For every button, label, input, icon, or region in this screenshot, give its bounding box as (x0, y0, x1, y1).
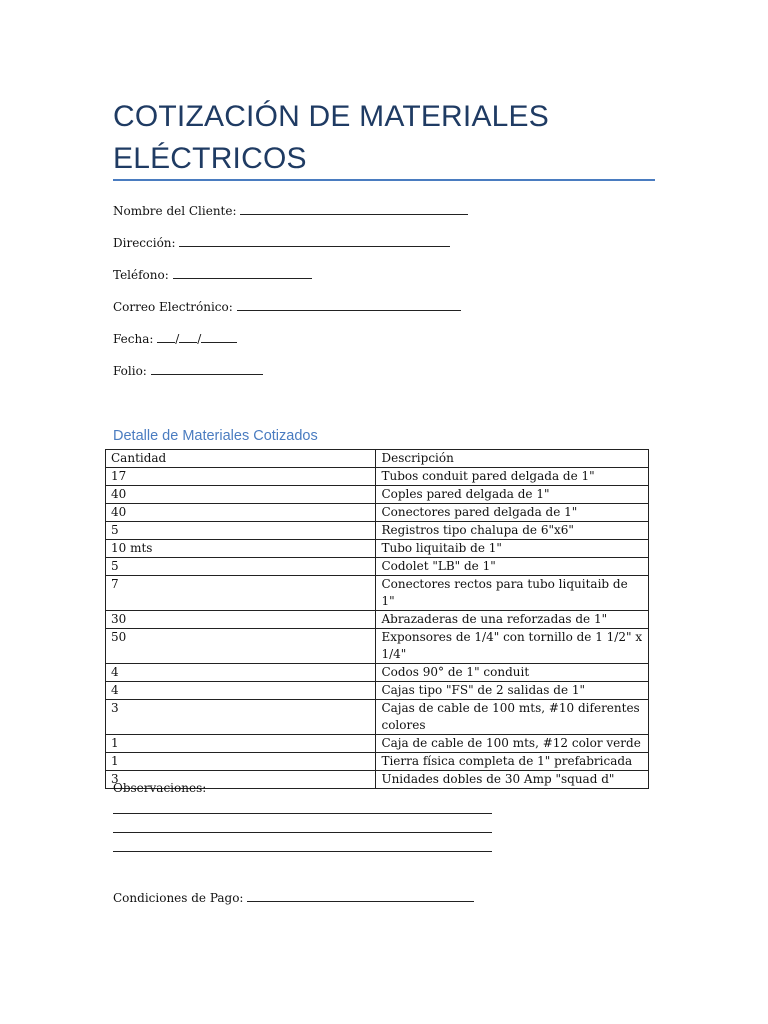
email-field (113, 298, 461, 315)
observations-line-2[interactable] (113, 832, 492, 833)
quantity-cell: 1 (106, 753, 376, 771)
quantity-cell: 1 (106, 735, 376, 753)
client-name-field (113, 202, 468, 219)
quantity-cell: 5 (106, 522, 376, 540)
payment-terms-blank[interactable] (247, 889, 474, 902)
email-blank[interactable] (237, 298, 461, 311)
date-month-blank[interactable] (179, 330, 197, 343)
observations-label: Observaciones: (113, 781, 207, 795)
table-row (106, 504, 649, 522)
table-row (106, 576, 649, 611)
address-label: Dirección: (113, 236, 176, 250)
table-row (106, 558, 649, 576)
table-row (106, 664, 649, 682)
description-cell: Tubo liquitaib de 1" (376, 540, 649, 558)
observations-line-3[interactable] (113, 851, 492, 852)
quantity-cell: 4 (106, 664, 376, 682)
description-cell: Tierra física completa de 1" prefabricada (376, 753, 649, 771)
folio-label: Folio: (113, 364, 147, 378)
table-row (106, 611, 649, 629)
table-row (106, 468, 649, 486)
title-divider (113, 179, 655, 181)
date-label: Fecha: (113, 332, 154, 346)
phone-field (113, 266, 312, 283)
materials-section-heading: Detalle de Materiales Cotizados (113, 428, 318, 444)
title-line-2: ELÉCTRICOS (113, 142, 307, 175)
description-cell: Unidades dobles de 30 Amp "squad d" (376, 771, 649, 789)
description-cell: Cajas de cable de 100 mts, #10 diferentes colores (376, 700, 649, 735)
table-row (106, 700, 649, 735)
table-row (106, 629, 649, 664)
date-separator-2: / (197, 332, 202, 346)
quantity-cell: 40 (106, 486, 376, 504)
table-row (106, 522, 649, 540)
phone-label: Teléfono: (113, 268, 169, 282)
description-cell: Codolet "LB" de 1" (376, 558, 649, 576)
description-cell: Conectores rectos para tubo liquitaib de 1" (376, 576, 649, 611)
title-line-1: COTIZACIÓN DE MATERIALES (113, 100, 549, 133)
table-row (106, 753, 649, 771)
observations-line-1[interactable] (113, 813, 492, 814)
quantity-cell: 7 (106, 576, 376, 611)
description-cell: Tubos conduit pared delgada de 1" (376, 468, 649, 486)
description-cell: Registros tipo chalupa de 6"x6" (376, 522, 649, 540)
header-descripcion: Descripción (376, 450, 649, 468)
materials-table (105, 449, 649, 789)
description-cell: Abrazaderas de una reforzadas de 1" (376, 611, 649, 629)
folio-field (113, 362, 263, 379)
address-field (113, 234, 450, 251)
description-cell: Conectores pared delgada de 1" (376, 504, 649, 522)
payment-terms-label: Condiciones de Pago: (113, 891, 244, 905)
phone-blank[interactable] (173, 266, 312, 279)
folio-blank[interactable] (151, 362, 263, 375)
date-field (113, 330, 237, 347)
table-row (106, 682, 649, 700)
table-row (106, 486, 649, 504)
address-blank[interactable] (179, 234, 450, 247)
email-label: Correo Electrónico: (113, 300, 233, 314)
client-name-blank[interactable] (240, 202, 468, 215)
table-row (106, 735, 649, 753)
description-cell: Exponsores de 1/4" con tornillo de 1 1/2" x 1/4" (376, 629, 649, 664)
date-separator-1: / (175, 332, 180, 346)
description-cell: Cajas tipo "FS" de 2 salidas de 1" (376, 682, 649, 700)
date-year-blank[interactable] (201, 330, 237, 343)
description-cell: Codos 90° de 1" conduit (376, 664, 649, 682)
document-title (113, 96, 633, 180)
date-day-blank[interactable] (157, 330, 175, 343)
quantity-cell: 5 (106, 558, 376, 576)
quantity-cell: 30 (106, 611, 376, 629)
quantity-cell: 3 (106, 700, 376, 735)
quantity-cell: 40 (106, 504, 376, 522)
header-cantidad: Cantidad (106, 450, 376, 468)
client-name-label: Nombre del Cliente: (113, 204, 237, 218)
quantity-cell: 50 (106, 629, 376, 664)
payment-terms-field (113, 889, 474, 906)
quantity-cell: 17 (106, 468, 376, 486)
description-cell: Caja de cable de 100 mts, #12 color verde (376, 735, 649, 753)
table-row (106, 540, 649, 558)
description-cell: Coples pared delgada de 1" (376, 486, 649, 504)
quantity-cell: 3 (106, 771, 376, 789)
quantity-cell: 10 mts (106, 540, 376, 558)
table-header-row (106, 450, 649, 468)
quantity-cell: 4 (106, 682, 376, 700)
